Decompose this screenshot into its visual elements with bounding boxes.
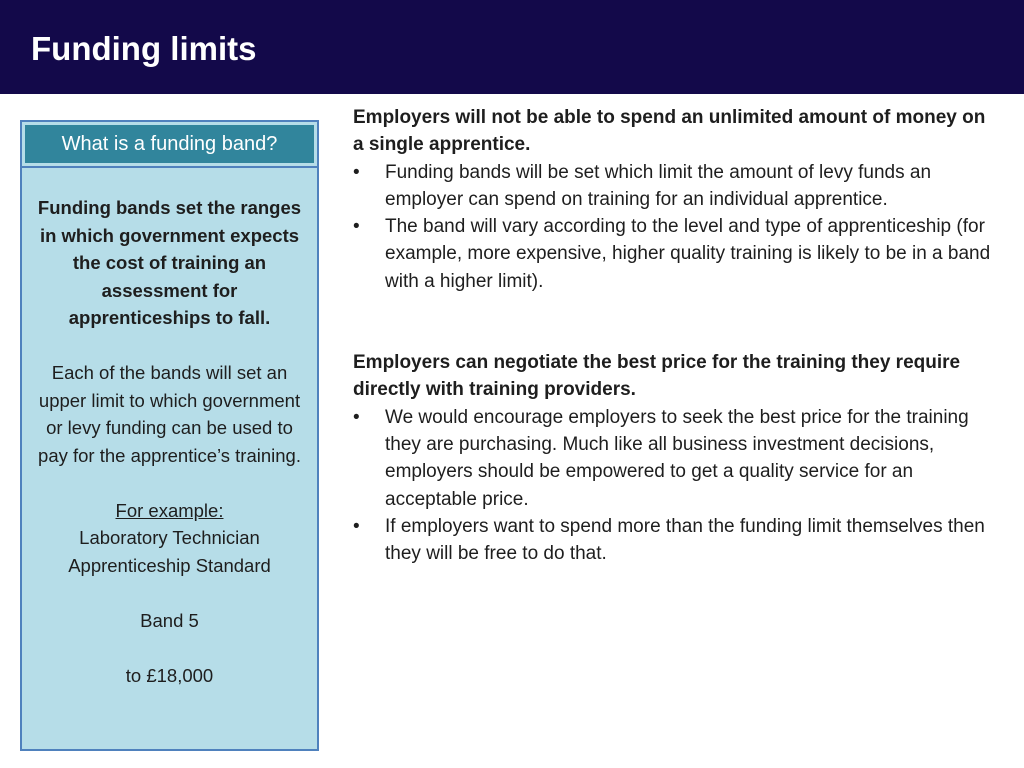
section2-bullet-list [353, 404, 993, 568]
info-box-body [30, 194, 309, 689]
page-title: Funding limits [31, 30, 257, 67]
section1-lead: Employers will not be able to spend an unlimited amount of money on a single apprentice. [353, 107, 986, 156]
bullet-icon: • [353, 161, 360, 183]
section-price-negotiation [353, 349, 993, 567]
info-box-heading: What is a funding band? [25, 125, 314, 163]
main-content [353, 104, 993, 567]
example-name-line2: Apprenticeship Standard [68, 554, 271, 576]
list-item [353, 513, 993, 568]
bullet-icon: • [353, 216, 360, 238]
section1-bullet-list [353, 159, 993, 295]
list-item [353, 404, 993, 513]
example-name-line1: Laboratory Technician [79, 527, 260, 548]
section2-lead: Employers can negotiate the best price for the training they require directly with training providers. [353, 352, 961, 401]
example-label: For example: [115, 499, 224, 521]
funding-band-info-box [20, 120, 319, 751]
header-bar [0, 0, 1024, 94]
list-item-text: If employers want to spend more than the funding limit themselves then they will be free to do that. [385, 515, 985, 565]
list-item-text: We would encourage employers to seek the best price for the training they are purchasing. Much like all business investment decisions, employers should be empowered to get a quality service for an acceptable price. [385, 406, 969, 510]
example-band: Band 5 [140, 609, 199, 631]
list-item [353, 213, 993, 295]
section-spending-limits [353, 104, 993, 295]
list-item-text: The band will vary according to the level and type of apprenticeship (for example, more expensive, higher quality training is likely to be in a band with a higher limit). [385, 216, 991, 292]
funding-band-definition: Funding bands set the ranges in which government expects the cost of training an assessment for apprenticeships to fall. [37, 197, 302, 328]
list-item-text: Funding bands will be set which limit the amount of levy funds an employer can spend on training for an individual apprentice. [385, 161, 932, 210]
list-item [353, 159, 993, 214]
bullet-icon: • [353, 406, 360, 428]
info-box-divider [22, 166, 317, 168]
bullet-icon: • [353, 515, 360, 537]
example-limit: to £18,000 [125, 664, 214, 686]
funding-band-description: Each of the bands will set an upper limit to which government or levy funding can be used to pay for the apprentice’s training. [38, 362, 301, 466]
